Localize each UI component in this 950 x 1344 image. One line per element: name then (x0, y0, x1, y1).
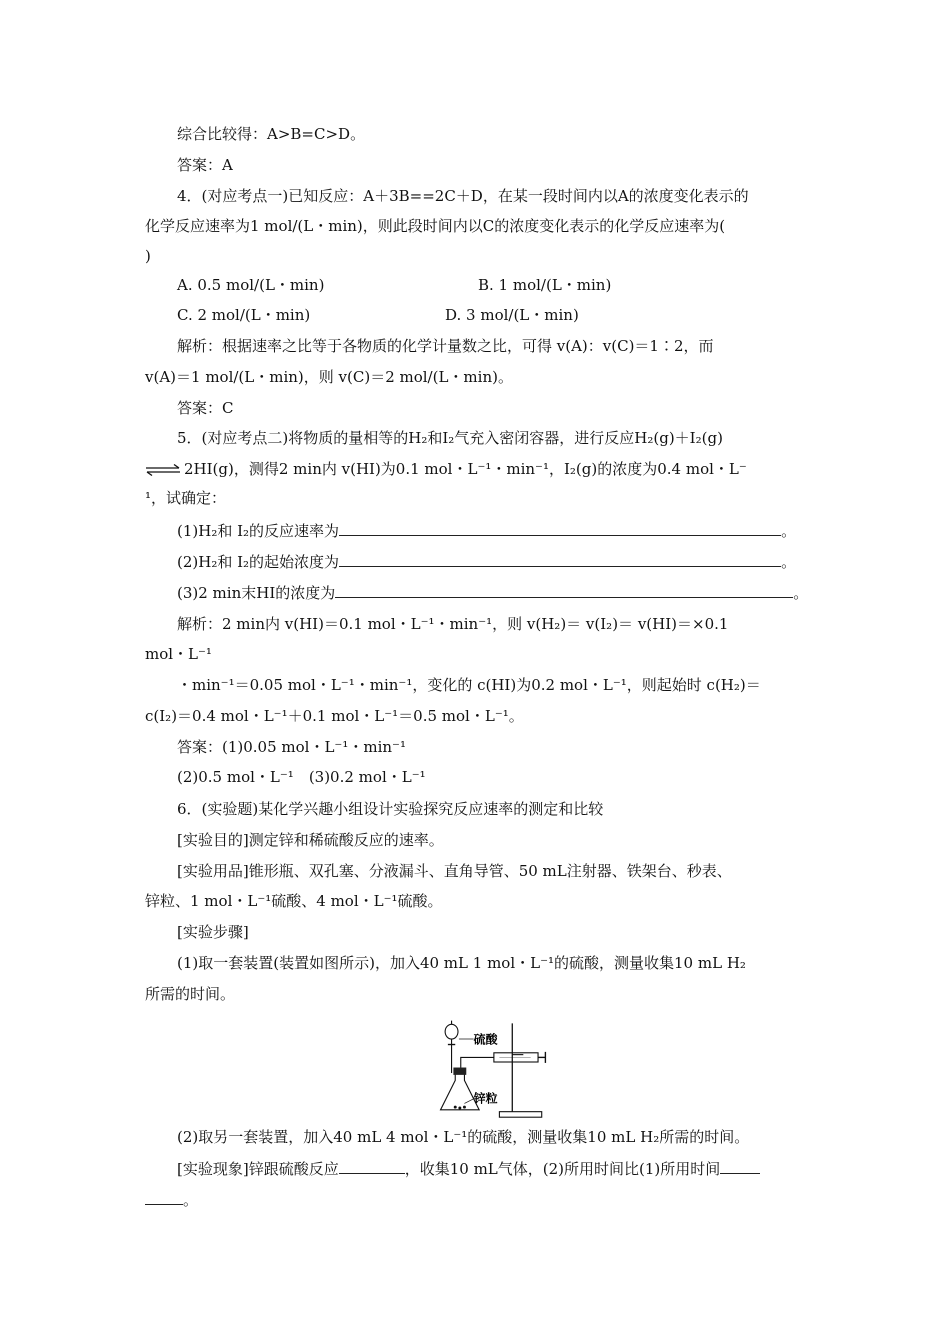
q5-sub2-blank[interactable] (339, 551, 781, 567)
q5-sub3-label: (3)2 min末HI的浓度为 (177, 584, 336, 602)
q5-answer-line2: (2)0.5 mol・L⁻¹ (3)0.2 mol・L⁻¹ (177, 768, 426, 786)
q6-materials-line1: [实验用品]锥形瓶、双孔塞、分液漏斗、直角导管、50 mL注射器、铁架台、秒表、 (177, 862, 732, 880)
q4-option-c: C. 2 mol/(L・min) (177, 306, 311, 324)
conclusion-line: 综合比较得：A>B=C>D。 (177, 125, 366, 143)
q5-sub1-blank[interactable] (339, 520, 781, 536)
q4-stem-line3: ) (145, 247, 151, 265)
answer-q3: 答案：A (177, 156, 233, 174)
q6-phenomenon-line1 (177, 1158, 760, 1179)
equilibrium-arrow-icon (145, 464, 181, 476)
q5-sub3-blank[interactable] (335, 582, 793, 598)
q5-explanation-line4: c(I₂)＝0.4 mol・L⁻¹＋0.1 mol・L⁻¹＝0.5 mol・L⁻¹。 (145, 707, 524, 725)
q5-sub3-period: 。 (793, 584, 809, 602)
acid-label: 硫酸 (473, 1032, 498, 1047)
zinc-label: 锌粒 (473, 1091, 498, 1106)
q5-sub1 (177, 520, 796, 541)
q6-step2: (2)取另一套装置，加入40 mL 4 mol・L⁻¹的硫酸，测量收集10 mL H₂所需的时间。 (177, 1128, 750, 1146)
q5-sub2-label: (2)H₂和 I₂的起始浓度为 (177, 553, 340, 571)
q6-steps-heading: [实验步骤] (177, 923, 249, 941)
q4-answer: 答案：C (177, 399, 234, 417)
q4-explanation-line2: v(A)＝1 mol/(L・min)，则 v(C)＝2 mol/(L・min)。 (145, 368, 513, 386)
q5-stem-line1: 5．(对应考点二)将物质的量相等的H₂和I₂气充入密闭容器，进行反应H₂(g)＋I₂(g) (177, 429, 723, 447)
q6-phenomenon-mid: ，收集10 mL气体，(2)所用时间比(1)所用时间 (404, 1160, 721, 1178)
q4-stem-line1: 4．(对应考点一)已知反应：A＋3B==2C＋D，在某一段时间内以A的浓度变化表示的 (177, 187, 749, 205)
q5-sub1-period: 。 (781, 522, 797, 540)
q5-sub2-period: 。 (781, 553, 797, 571)
q5-sub3 (177, 582, 808, 603)
q6-phenomenon-label: [实验现象]锌跟硫酸反应 (177, 1160, 339, 1178)
q5-stem-line3: ¹，试确定： (145, 489, 227, 507)
q5-explanation-line2: mol・L⁻¹ (145, 645, 212, 663)
q6-blank1[interactable] (339, 1158, 405, 1174)
q5-sub1-label: (1)H₂和 I₂的反应速率为 (177, 522, 340, 540)
q6-materials-line2: 锌粒、1 mol・L⁻¹硫酸、4 mol・L⁻¹硫酸。 (145, 892, 443, 910)
q4-stem-line2: 化学反应速率为1 mol/(L・min)，则此段时间内以C的浓度变化表示的化学反应速率为( (145, 217, 726, 235)
q5-sub2 (177, 551, 796, 572)
q5-answer-line1: 答案：(1)0.05 mol・L⁻¹・min⁻¹ (177, 738, 406, 756)
q5-stem-line2 (145, 459, 747, 479)
q4-explanation-line1: 解析：根据速率之比等于各物质的化学计量数之比，可得 v(A)：v(C)＝1∶2，而 (177, 337, 714, 355)
q5-explanation-line1: 解析：2 min内 v(HI)＝0.1 mol・L⁻¹・min⁻¹，则 v(H₂)＝ v(I₂)＝ v(HI)＝×0.1 (177, 615, 729, 633)
q4-option-a: A. 0.5 mol/(L・min) (177, 276, 325, 294)
q6-title: 6．(实验题)某化学兴趣小组设计实验探究反应速率的测定和比较 (177, 800, 604, 818)
q5-explanation-line3: ・min⁻¹＝0.05 mol・L⁻¹・min⁻¹，变化的 c(HI)为0.2 mol・L⁻¹，则起始时 c(H₂)＝ (177, 676, 761, 694)
q6-step1-line1: (1)取一套装置(装置如图所示)，加入40 mL 1 mol・L⁻¹的硫酸，测量收集10 mL H₂ (177, 954, 746, 972)
q6-phenomenon-end: 。 (183, 1191, 199, 1209)
q4-option-b: B. 1 mol/(L・min) (478, 276, 612, 294)
q6-blank2-cont[interactable] (145, 1189, 183, 1205)
q6-purpose: [实验目的]测定锌和稀硫酸反应的速率。 (177, 831, 444, 849)
q6-phenomenon-line2 (145, 1189, 198, 1210)
apparatus-figure (430, 1016, 555, 1131)
q6-step1-line2: 所需的时间。 (145, 985, 236, 1003)
q6-blank2[interactable] (720, 1158, 760, 1174)
q5-stem-line2-text: 2HI(g)，测得2 min内 v(HI)为0.1 mol・L⁻¹・min⁻¹，I₂(g)的浓度为0.4 mol・L⁻ (184, 460, 747, 478)
q4-option-d: D. 3 mol/(L・min) (445, 306, 579, 324)
